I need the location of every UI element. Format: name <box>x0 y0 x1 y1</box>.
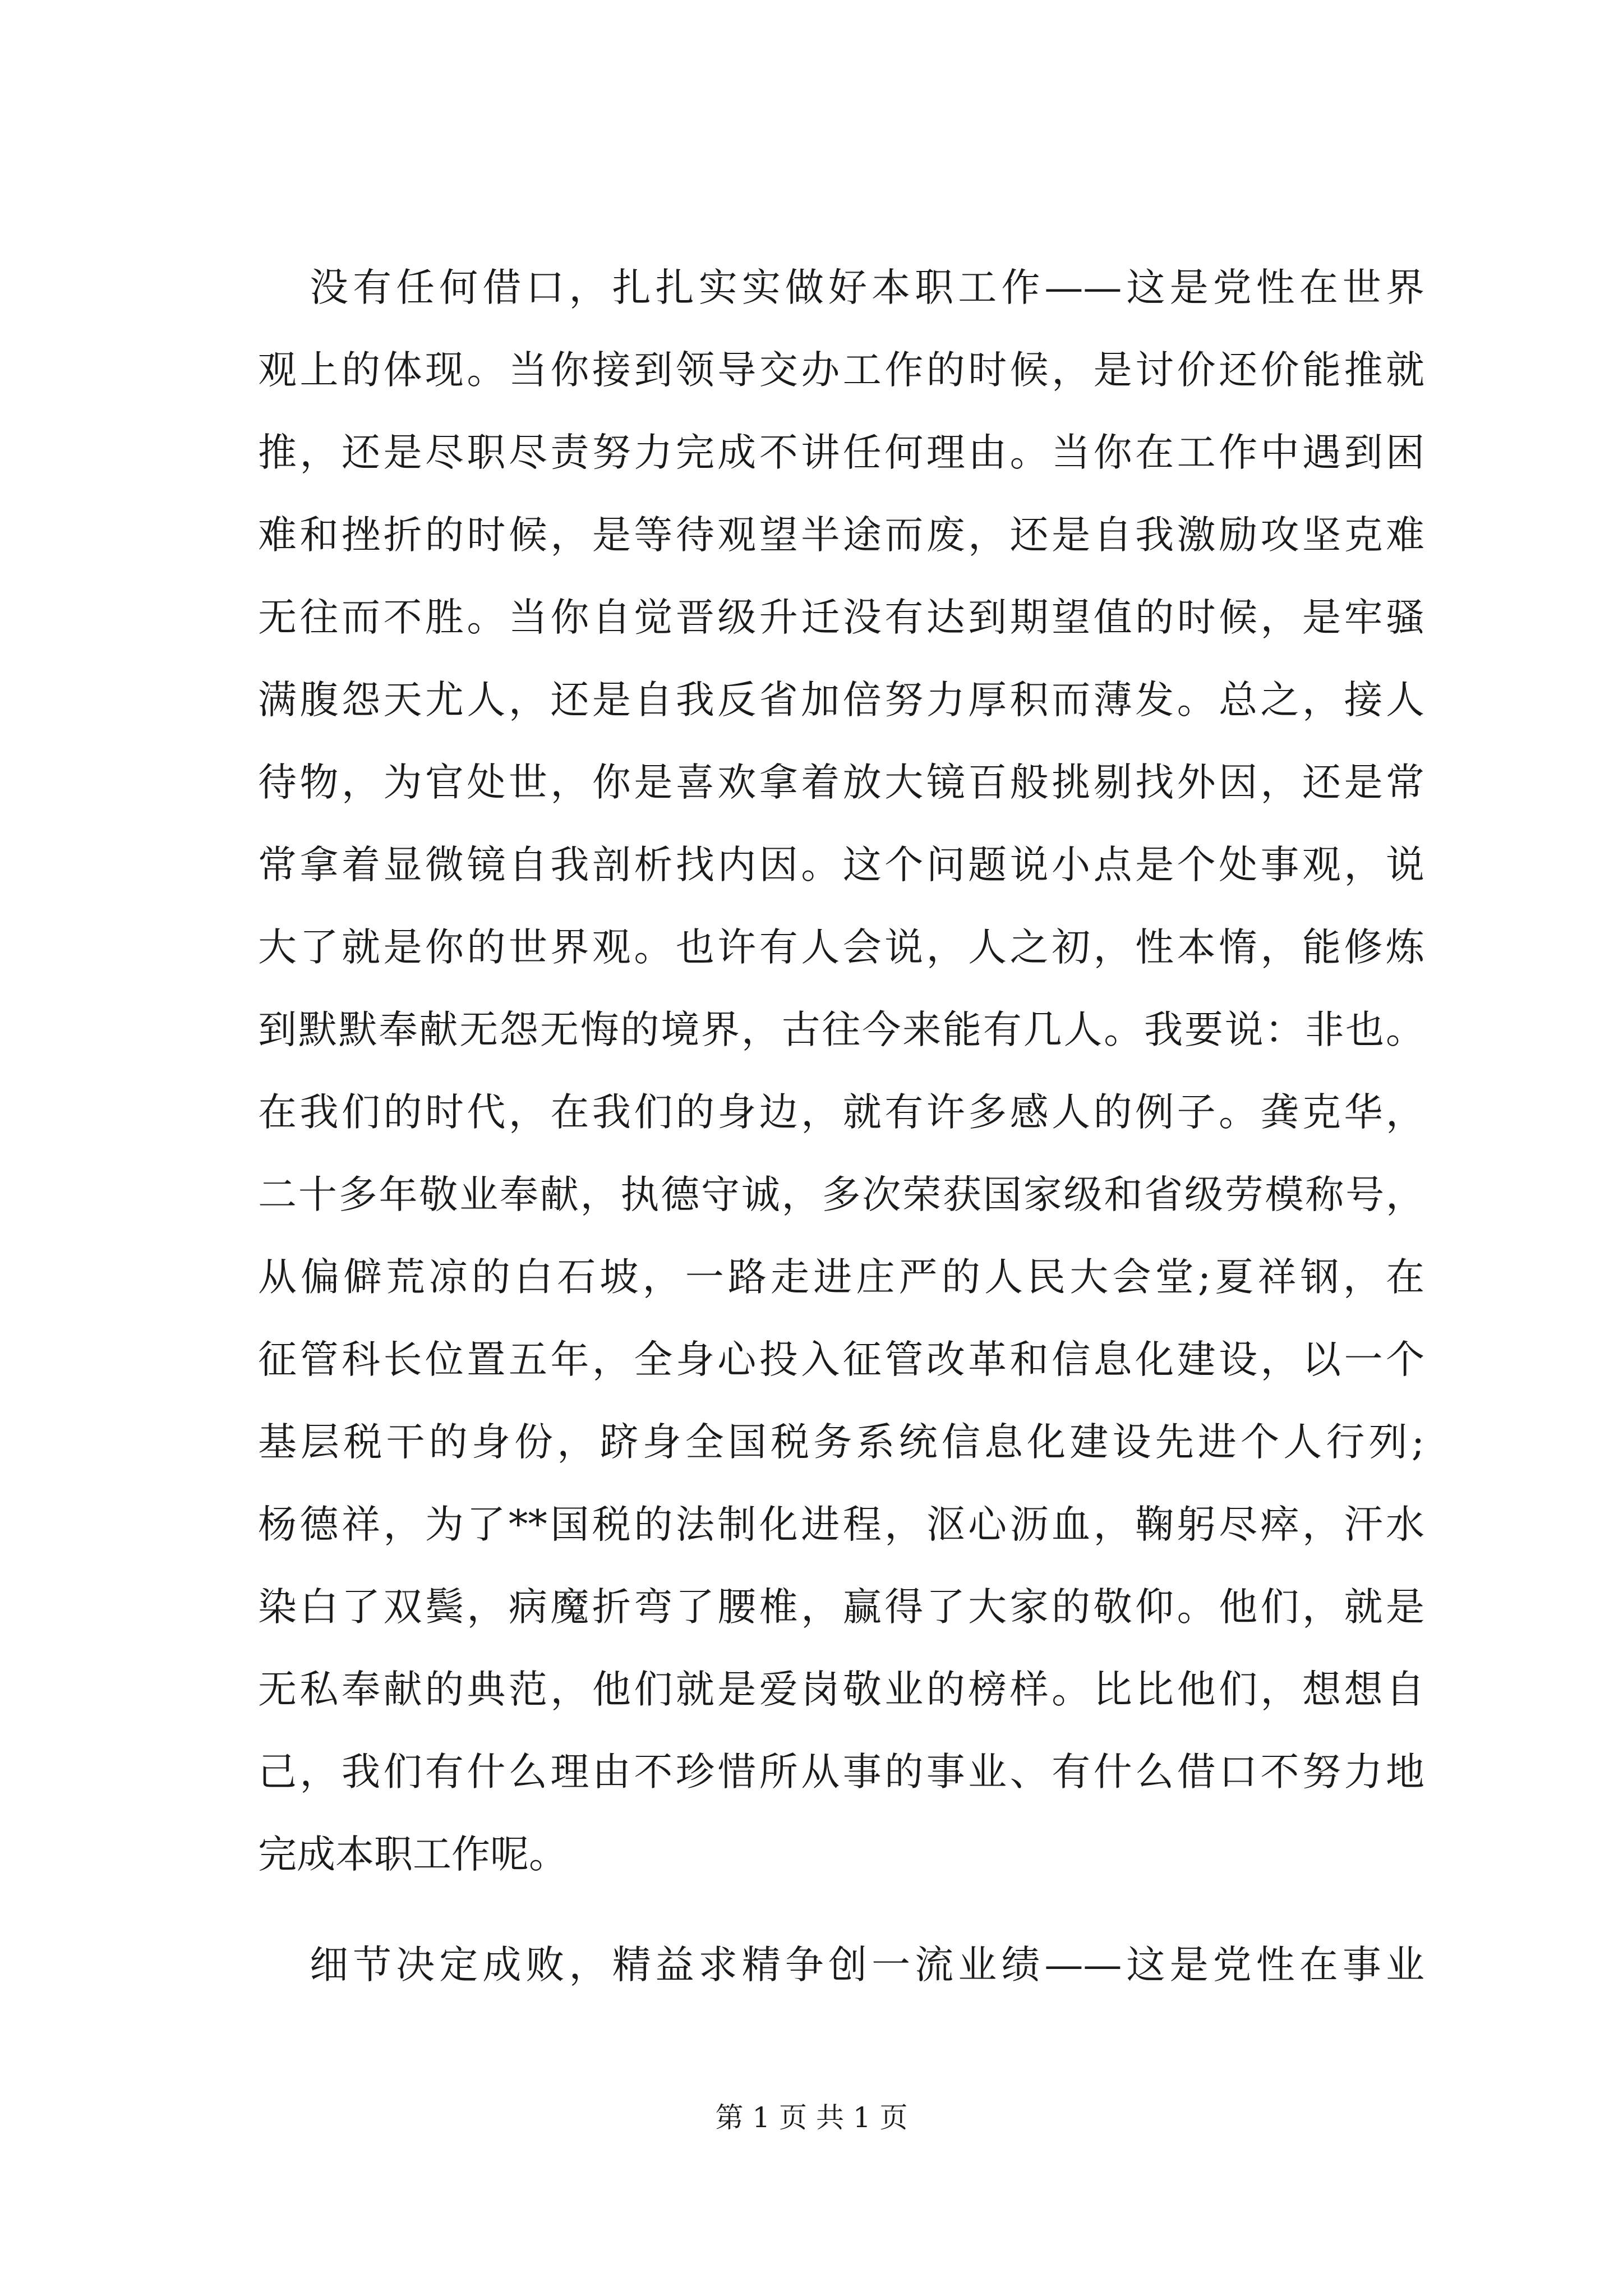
paragraph-line: 细节决定成败，精益求精争创一流业绩——这是党性在事业 <box>310 1943 1424 1987</box>
paragraph-line: 完成本职工作呢。 <box>258 1832 568 1877</box>
paragraph-line: 杨德祥，为了**国税的法制化进程，沤心沥血，鞠躬尽瘁，汗水 <box>258 1502 1424 1547</box>
paragraph-line: 待物，为官处世，你是喜欢拿着放大镜百般挑剔找外因，还是常 <box>258 760 1424 805</box>
paragraph-line: 没有任何借口，扎扎实实做好本职工作——这是党性在世界 <box>310 265 1424 310</box>
paragraph-line: 观上的体现。当你接到领导交办工作的时候，是讨价还价能推就 <box>258 348 1424 393</box>
paragraph-line: 二十多年敬业奉献，执德守诚，多次荣获国家级和省级劳模称号， <box>258 1172 1424 1217</box>
paragraph-line: 从偏僻荒凉的白石坡，一路走进庄严的人民大会堂;夏祥钢，在 <box>258 1255 1424 1300</box>
paragraph-line: 无私奉献的典范，他们就是爱岗敬业的榜样。比比他们，想想自 <box>258 1667 1424 1712</box>
paragraph-line: 难和挫折的时候，是等待观望半途而废，还是自我激励攻坚克难 <box>258 513 1424 558</box>
paragraph-line: 常拿着显微镜自我剖析找内因。这个问题说小点是个处事观，说 <box>258 843 1424 887</box>
paragraph-spacer <box>258 1896 1424 1924</box>
paragraph-1 <box>258 247 1424 1896</box>
paragraph-line: 基层税干的身份，跻身全国税务系统信息化建设先进个人行列; <box>258 1420 1424 1465</box>
paragraph-line: 征管科长位置五年，全身心投入征管改革和信息化建设，以一个 <box>258 1337 1424 1382</box>
paragraph-2 <box>258 1924 1424 2007</box>
paragraph-line: 满腹怨天尤人，还是自我反省加倍努力厚积而薄发。总之，接人 <box>258 678 1424 723</box>
paragraph-line: 到默默奉献无怨无悔的境界，古往今来能有几人。我要说：非也。 <box>258 1007 1424 1052</box>
paragraph-line: 己，我们有什么理由不珍惜所从事的事业、有什么借口不努力地 <box>258 1750 1424 1795</box>
paragraph-line: 染白了双鬓，病魔折弯了腰椎，赢得了大家的敬仰。他们，就是 <box>258 1585 1424 1630</box>
paragraph-line: 推，还是尽职尽责努力完成不讲任何理由。当你在工作中遇到困 <box>258 430 1424 475</box>
document-body <box>258 247 1424 2007</box>
page-number-footer: 第 1 页 共 1 页 <box>715 2101 908 2134</box>
paragraph-line: 无往而不胜。当你自觉晋级升迁没有达到期望值的时候，是牢骚 <box>258 595 1424 640</box>
paragraph-line: 大了就是你的世界观。也许有人会说，人之初，性本惰，能修炼 <box>258 925 1424 970</box>
paragraph-line: 在我们的时代，在我们的身边，就有许多感人的例子。龚克华， <box>258 1090 1424 1135</box>
